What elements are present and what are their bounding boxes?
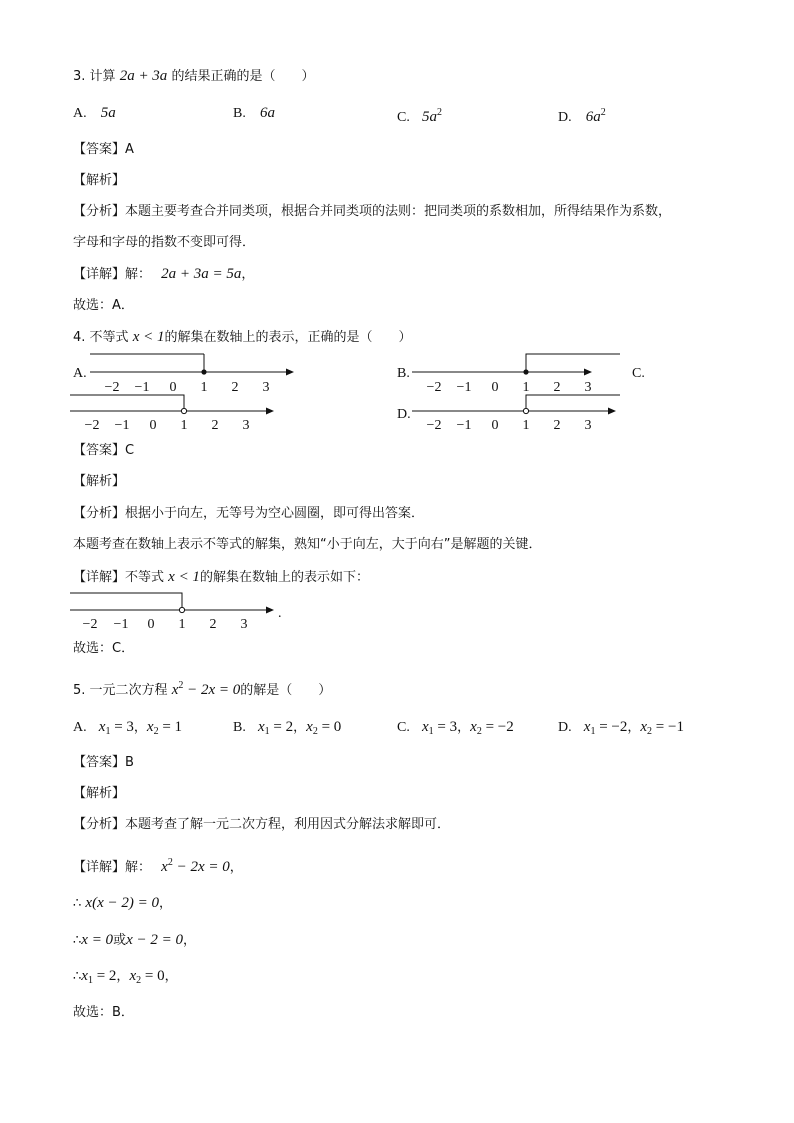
q5-option-b: B. $x_1 = 2$，$x_2 = 0$: [233, 719, 342, 737]
q4-b-bracket: [526, 354, 620, 372]
q4-conclusion: 故选：C．: [73, 641, 135, 656]
q4-stem-expression: x < 1: [132, 329, 165, 345]
q4-option-c-label: C.: [632, 366, 645, 381]
q4-detail-tick-label: 3: [240, 617, 248, 632]
q4-c-tick-label: 1: [180, 418, 188, 433]
q4-answer: 【答案】C: [73, 443, 135, 458]
q4-detail-arrow-icon: [266, 607, 274, 614]
q4-c-bracket: [70, 395, 184, 411]
q4-a-tick-label: 2: [231, 380, 239, 395]
q4-number-line-d: [412, 389, 624, 433]
q4-d-tick-label: 1: [522, 418, 530, 433]
q3-option-d: D. $6a^2$: [558, 107, 606, 125]
q4-d-arrow-icon: [608, 408, 616, 415]
q4-a-tick-label: 0: [169, 380, 177, 395]
q4-detail-bracket: [70, 593, 182, 610]
therefore-icon: ∴: [73, 933, 82, 948]
q4-a-solid-dot: [201, 369, 206, 374]
q4-d-tick-label: 2: [553, 418, 561, 433]
q4-detail-tick-label: −2: [82, 617, 98, 632]
q4-d-tick-label: 0: [491, 418, 499, 433]
q4-a-tick-label: −1: [134, 380, 150, 395]
q4-detail-tick-label: 1: [178, 617, 186, 632]
q5-step-2: ∴x = 0或x − 2 = 0，: [73, 932, 196, 948]
q3-analysis-line-1: 【分析】本题主要考查合并同类项，根据合并同类项的法则：把同类项的系数相加，所得结果作为系数，: [73, 204, 672, 219]
q3-analysis-title: 【解析】: [73, 173, 126, 188]
q3-option-c: C. $5a^2$: [397, 107, 442, 125]
therefore-icon: ∴: [73, 896, 82, 911]
q4-detail-period: .: [278, 606, 282, 621]
q4-c-tick-label: 2: [211, 418, 219, 433]
q3-stem-expression: 2a + 3a: [119, 68, 168, 84]
q4-d-tick-label: −1: [456, 418, 472, 433]
q4-c-tick-label: −1: [114, 418, 130, 433]
q3-conclusion: 故选：A．: [73, 298, 134, 313]
q4-b-solid-dot: [523, 369, 528, 374]
q4-number-line-c: [70, 389, 280, 433]
q4-option-a-label: A.: [73, 366, 87, 381]
q4-analysis: 【分析】根据小于向左，无等号为空心圆圈，即可得出答案．: [73, 506, 425, 521]
q5-step-3: $\therefore x_1 = 2$，$x_2 = 0$，: [73, 968, 178, 986]
q4-a-tick-label: 3: [262, 380, 270, 395]
q4-d-tick-label: 3: [584, 418, 592, 433]
q4-a-tick-label: 1: [200, 380, 208, 395]
q4-detail-number-line: [70, 587, 290, 633]
q4-detail-tick-label: 2: [209, 617, 217, 632]
q3-option-a: A. 5a: [73, 105, 116, 121]
q5-step-1: ∴ x(x − 2) = 0，: [73, 895, 172, 911]
q4-b-tick-label: 0: [491, 380, 499, 395]
q4-b-tick-label: 3: [584, 380, 592, 395]
q3-detail: 【详解】解： 2a + 3a = 5a，: [73, 266, 255, 282]
q5-answer: 【答案】B: [73, 755, 134, 770]
q4-b-arrow-icon: [584, 369, 592, 376]
q4-note: 本题考查在数轴上表示不等式的解集，熟知“小于向左，大于向右”是解题的关键．: [73, 537, 542, 552]
q4-option-b-label: B.: [397, 366, 410, 381]
q4-stem: 4. 不等式 x < 1的解集在数轴上的表示，正确的是（ ）: [73, 329, 412, 345]
q4-c-tick-label: 0: [149, 418, 157, 433]
q5-analysis-title: 【解析】: [73, 786, 126, 801]
q4-detail-open-circle: [179, 607, 184, 612]
q3-analysis-line-2: 字母和字母的指数不变即可得．: [73, 235, 256, 250]
q5-detail: 【详解】解： $x^2 - 2x = 0$，: [73, 857, 243, 875]
q4-analysis-title: 【解析】: [73, 474, 126, 489]
q4-c-arrow-icon: [266, 408, 274, 415]
q4-b-tick-label: −1: [456, 380, 472, 395]
q4-d-tick-label: −2: [426, 418, 442, 433]
q3-stem: 3. 计算 2a + 3a 的结果正确的是（ ）: [73, 68, 315, 84]
q4-detail-tick-label: −1: [113, 617, 129, 632]
q4-d-bracket: [526, 395, 620, 411]
q4-detail: 【详解】不等式 x < 1的解集在数轴上的表示如下：: [73, 569, 369, 585]
q4-option-d-label: D.: [397, 407, 411, 422]
q3-answer: 【答案】A: [73, 142, 134, 157]
q4-b-tick-label: 2: [553, 380, 561, 395]
q5-analysis: 【分析】本题考查了解一元二次方程，利用因式分解法求解即可．: [73, 817, 451, 832]
q4-b-tick-label: 1: [522, 380, 530, 395]
q4-d-open-circle: [523, 408, 528, 413]
q5-stem: 5. 一元二次方程 $x^2 - 2x = 0$的解是（ ）: [73, 680, 332, 698]
q5-conclusion: 故选：B．: [73, 1005, 134, 1020]
q4-a-tick-label: −2: [104, 380, 120, 395]
q4-a-arrow-icon: [286, 369, 294, 376]
q3-option-b: B. 6a: [233, 105, 275, 121]
q5-option-c: C. $x_1 = 3$，$x_2 = -2$: [397, 719, 514, 737]
q5-option-d: D. $x_1 = -2$，$x_2 = -1$: [558, 719, 684, 737]
therefore-icon: ∴: [73, 969, 82, 984]
q5-option-a: A. $x_1 = 3$，$x_2 = 1$: [73, 719, 183, 737]
q4-c-open-circle: [181, 408, 186, 413]
q4-c-tick-label: 3: [242, 418, 250, 433]
q4-c-tick-label: −2: [84, 418, 100, 433]
q4-b-tick-label: −2: [426, 380, 442, 395]
q4-detail-tick-label: 0: [147, 617, 155, 632]
